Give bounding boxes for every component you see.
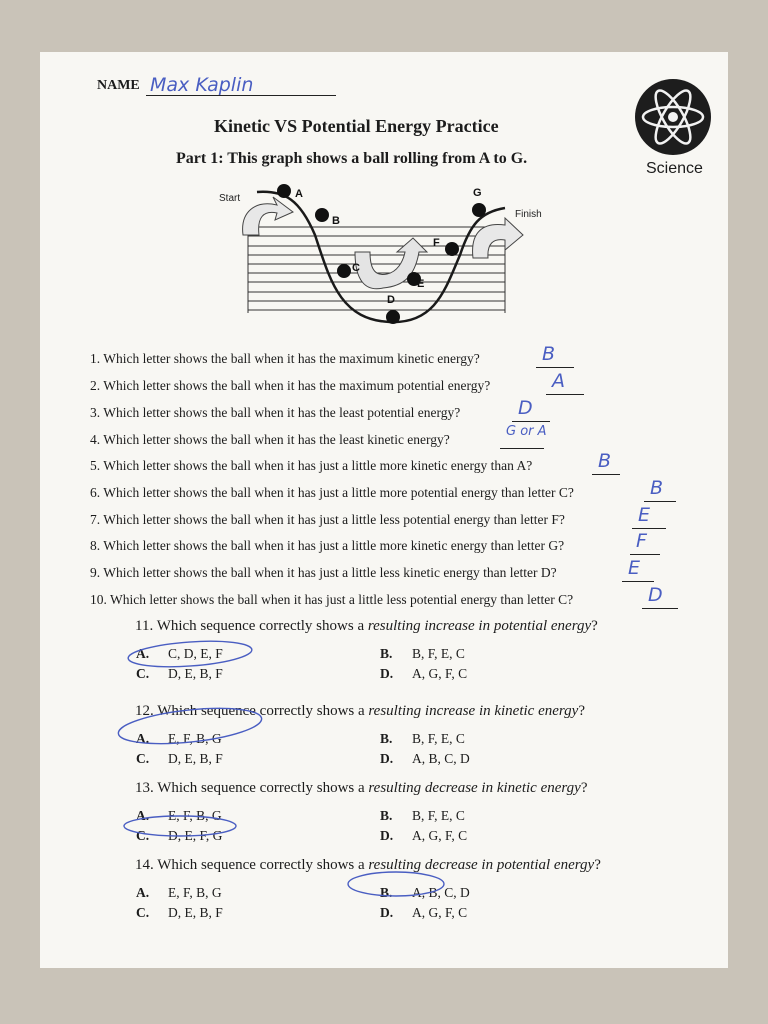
option-value: D, E, F, G	[168, 828, 223, 843]
name-label: NAME	[97, 78, 140, 93]
mc-prompt: Which sequence correctly shows a	[157, 703, 369, 719]
option-letter: A.	[136, 885, 150, 900]
question-text: Which letter shows the ball when it has the least potential energy?	[103, 405, 461, 420]
question-number: 5.	[90, 458, 101, 473]
label-f: F	[433, 237, 440, 249]
question-text: Which letter shows the ball when it has just a little more kinetic energy than A?	[103, 458, 533, 473]
handwritten-answer: D	[648, 584, 663, 606]
option-letter: C.	[136, 828, 150, 843]
option-letter: B.	[380, 646, 393, 661]
circle-12a	[117, 703, 264, 750]
handwritten-answer: E	[638, 504, 651, 526]
question-number: 9.	[90, 565, 101, 580]
option-value: B, F, E, C	[412, 808, 465, 823]
option-letter: C.	[136, 905, 150, 920]
mc-number: 12.	[135, 703, 154, 719]
mc-emphasis: resulting increase in kinetic energy	[368, 703, 579, 719]
option-letter: D.	[380, 666, 394, 681]
option-value: D, E, B, F	[168, 666, 223, 681]
mc-prompt: Which sequence correctly shows a	[157, 857, 369, 873]
option-value: E, F, B, G	[168, 808, 222, 823]
question-text: Which letter shows the ball when it has the least kinetic energy?	[103, 432, 450, 447]
page-subtitle: Part 1: This graph shows a ball rolling from A to G.	[176, 150, 528, 167]
circle-13c	[124, 816, 236, 836]
mc-suffix: ?	[580, 780, 588, 796]
mc-emphasis: resulting increase in potential energy	[367, 618, 592, 634]
option-letter: A.	[136, 731, 150, 746]
option-value: A, B, C, D	[412, 751, 470, 766]
question-text: Which letter shows the ball when it has just a little more kinetic energy than letter G?	[103, 538, 565, 553]
option-value: B, F, E, C	[412, 731, 465, 746]
option-letter: D.	[380, 828, 394, 843]
option-value: E, F, B, G	[168, 731, 222, 746]
mc-emphasis: resulting decrease in kinetic energy	[368, 780, 581, 796]
label-e: E	[417, 278, 425, 290]
label-d: D	[387, 294, 395, 306]
question-number: 4.	[90, 432, 101, 447]
handwritten-answer: A	[552, 370, 565, 392]
label-g: G	[473, 187, 482, 199]
handwritten-answer: D	[518, 397, 533, 419]
question-number: 2.	[90, 378, 101, 393]
option-value: E, F, B, G	[168, 885, 222, 900]
question-text: Which letter shows the ball when it has the maximum potential energy?	[103, 378, 491, 393]
circle-11a	[127, 638, 252, 671]
option-value: A, G, F, C	[412, 905, 468, 920]
question-number: 6.	[90, 485, 101, 500]
mc-prompt: Which sequence correctly shows a	[156, 618, 368, 634]
page-title: Kinetic VS Potential Energy Practice	[214, 116, 499, 136]
option-value: A, G, F, C	[412, 828, 468, 843]
handwritten-answer: F	[636, 530, 647, 552]
option-value: D, E, B, F	[168, 751, 223, 766]
question-text: Which letter shows the ball when it has just a little less potential energy than letter F?	[103, 512, 565, 527]
option-letter: D.	[380, 751, 394, 766]
circle-14b	[348, 872, 444, 896]
mc-suffix: ?	[591, 618, 598, 634]
question-text: Which letter shows the ball when it has the maximum kinetic energy?	[103, 351, 480, 366]
mc-prompt: Which sequence correctly shows a	[157, 780, 369, 796]
option-letter: B.	[380, 731, 393, 746]
option-value: D, E, B, F	[168, 905, 223, 920]
mc-emphasis: resulting decrease in potential energy	[368, 857, 595, 873]
question-number: 7.	[90, 512, 101, 527]
option-letter: B.	[380, 808, 393, 823]
question-text: Which letter shows the ball when it has just a little more potential energy than letter C?	[103, 485, 574, 500]
mc-suffix: ?	[594, 857, 601, 873]
question-number: 8.	[90, 538, 101, 553]
option-value: C, D, E, F	[168, 646, 223, 661]
start-label: Start	[219, 193, 241, 204]
handwritten-answer: B	[598, 450, 612, 472]
option-value: B, F, E, C	[412, 646, 465, 661]
question-text: Which letter shows the ball when it has just a little less kinetic energy than letter D?	[103, 565, 557, 580]
label-b: B	[332, 215, 340, 227]
question-number: 1.	[90, 351, 101, 366]
question-text: Which letter shows the ball when it has just a little less potential energy than letter C?	[110, 592, 574, 607]
option-letter: A.	[136, 808, 150, 823]
mc-number: 14.	[135, 857, 154, 873]
label-c: C	[352, 262, 360, 274]
label-a: A	[295, 188, 303, 200]
handwritten-answer: G or A	[506, 424, 547, 439]
mc-suffix: ?	[578, 703, 586, 719]
option-letter: C.	[136, 666, 150, 681]
question-number: 10.	[90, 592, 107, 607]
option-letter: A.	[136, 646, 150, 661]
handwritten-answer: B	[650, 477, 664, 499]
option-value: A, B, C, D	[412, 885, 470, 900]
option-value: A, G, F, C	[412, 666, 468, 681]
question-number: 3.	[90, 405, 101, 420]
logo-text: Science	[646, 160, 703, 177]
name-value[interactable]: Max Kaplin	[150, 74, 254, 96]
handwritten-answer: B	[542, 343, 556, 365]
finish-label: Finish	[515, 209, 542, 220]
mc-number: 13.	[135, 780, 154, 796]
option-letter: B.	[380, 885, 393, 900]
option-letter: D.	[380, 905, 394, 920]
handwritten-answer: E	[628, 557, 641, 579]
option-letter: C.	[136, 751, 150, 766]
mc-number: 11.	[135, 618, 154, 634]
